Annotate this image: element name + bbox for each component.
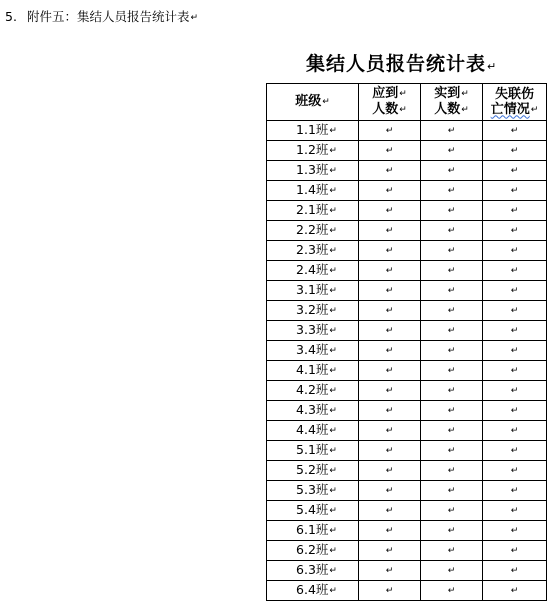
- table-title: [306, 49, 496, 76]
- missing-casualty-cell[interactable]: [483, 441, 547, 461]
- paragraph-mark-icon: ↵: [447, 346, 456, 356]
- paragraph-mark-icon: ↵: [447, 126, 456, 136]
- paragraph-mark-icon: ↵: [329, 326, 337, 336]
- class-label: 3.3班: [296, 322, 329, 337]
- paragraph-mark-icon: ↵: [329, 146, 337, 156]
- missing-casualty-cell[interactable]: [483, 421, 547, 441]
- paragraph-mark-icon: ↵: [385, 306, 394, 316]
- paragraph-mark-icon: ↵: [510, 406, 519, 416]
- paragraph-mark-icon: ↵: [385, 186, 394, 196]
- actual-count-cell[interactable]: [421, 141, 483, 161]
- actual-count-cell[interactable]: [421, 461, 483, 481]
- expected-count-cell[interactable]: [359, 241, 421, 261]
- appendix-title: 附件五：集结人员报告统计表: [26, 9, 190, 24]
- missing-casualty-cell[interactable]: [483, 221, 547, 241]
- paragraph-mark-icon: ↵: [447, 226, 456, 236]
- missing-casualty-cell[interactable]: [483, 341, 547, 361]
- missing-casualty-cell[interactable]: [483, 581, 547, 601]
- expected-count-cell[interactable]: [359, 161, 421, 181]
- paragraph-mark-icon: ↵: [385, 126, 394, 136]
- paragraph-mark-icon: ↵: [447, 546, 456, 556]
- missing-casualty-cell[interactable]: [483, 541, 547, 561]
- missing-casualty-cell[interactable]: [483, 261, 547, 281]
- actual-count-cell[interactable]: [421, 161, 483, 181]
- paragraph-mark-icon: ↵: [510, 206, 519, 216]
- class-cell: [267, 321, 359, 341]
- actual-count-cell[interactable]: [421, 381, 483, 401]
- header-actual-count: 实到↵ 人数↵: [421, 84, 483, 121]
- table-row: [267, 581, 547, 601]
- class-cell: [267, 341, 359, 361]
- paragraph-mark-icon: ↵: [329, 226, 337, 236]
- class-cell: [267, 121, 359, 141]
- missing-casualty-cell[interactable]: [483, 461, 547, 481]
- paragraph-mark-icon: ↵: [510, 366, 519, 376]
- expected-count-cell[interactable]: [359, 301, 421, 321]
- expected-count-cell[interactable]: [359, 121, 421, 141]
- class-cell: [267, 301, 359, 321]
- class-label: 4.4班: [296, 422, 329, 437]
- class-cell: [267, 181, 359, 201]
- actual-count-cell[interactable]: [421, 181, 483, 201]
- missing-casualty-cell[interactable]: [483, 481, 547, 501]
- paragraph-mark-icon: ↵: [329, 346, 337, 356]
- paragraph-mark-icon: ↵: [385, 246, 394, 256]
- table-row: [267, 321, 547, 341]
- paragraph-mark-icon: ↵: [447, 206, 456, 216]
- paragraph-mark-icon: ↵: [385, 266, 394, 276]
- table-row: [267, 361, 547, 381]
- table-row: [267, 481, 547, 501]
- paragraph-mark-icon: ↵: [329, 306, 337, 316]
- paragraph-mark-icon: ↵: [329, 466, 337, 476]
- paragraph-mark-icon: ↵: [385, 406, 394, 416]
- class-cell: [267, 581, 359, 601]
- table-title-text: 集结人员报告统计表: [306, 53, 487, 75]
- actual-count-cell[interactable]: [421, 581, 483, 601]
- class-cell: [267, 401, 359, 421]
- assembly-report-table: [266, 83, 547, 601]
- class-label: 2.3班: [296, 242, 329, 257]
- actual-count-cell[interactable]: [421, 361, 483, 381]
- actual-count-cell[interactable]: [421, 261, 483, 281]
- paragraph-mark-icon: ↵: [329, 406, 337, 416]
- missing-casualty-cell[interactable]: [483, 201, 547, 221]
- class-label: 5.4班: [296, 502, 329, 517]
- class-label: 6.3班: [296, 562, 329, 577]
- actual-count-cell[interactable]: [421, 421, 483, 441]
- paragraph-mark-icon: ↵: [329, 586, 337, 596]
- expected-count-cell[interactable]: [359, 441, 421, 461]
- table-row: [267, 501, 547, 521]
- paragraph-mark-icon: ↵: [461, 105, 469, 115]
- class-cell: [267, 561, 359, 581]
- paragraph-mark-icon: ↵: [447, 526, 456, 536]
- expected-count-cell[interactable]: [359, 321, 421, 341]
- class-cell: [267, 141, 359, 161]
- paragraph-mark-icon: ↵: [510, 526, 519, 536]
- paragraph-mark-icon: ↵: [385, 206, 394, 216]
- paragraph-mark-icon: ↵: [385, 526, 394, 536]
- table-row: [267, 441, 547, 461]
- header-missing-casualty: 失联伤 亡情况↵: [483, 84, 547, 121]
- paragraph-mark-icon: ↵: [510, 446, 519, 456]
- paragraph-mark-icon: ↵: [447, 586, 456, 596]
- paragraph-mark-icon: ↵: [447, 466, 456, 476]
- actual-count-cell[interactable]: [421, 121, 483, 141]
- missing-casualty-cell[interactable]: [483, 321, 547, 341]
- class-cell: [267, 361, 359, 381]
- class-label: 6.1班: [296, 522, 329, 537]
- expected-count-cell[interactable]: [359, 221, 421, 241]
- paragraph-mark-icon: ↵: [510, 246, 519, 256]
- missing-casualty-cell[interactable]: [483, 401, 547, 421]
- paragraph-mark-icon: ↵: [447, 166, 456, 176]
- class-cell: [267, 281, 359, 301]
- table-row: [267, 121, 547, 141]
- paragraph-mark-icon: ↵: [447, 186, 456, 196]
- paragraph-mark-icon: ↵: [447, 266, 456, 276]
- class-cell: [267, 161, 359, 181]
- table-row: [267, 341, 547, 361]
- class-cell: [267, 441, 359, 461]
- class-label: 4.3班: [296, 402, 329, 417]
- paragraph-mark-icon: ↵: [329, 546, 337, 556]
- class-label: 2.1班: [296, 202, 329, 217]
- appendix-number: 5.: [5, 9, 17, 24]
- class-cell: [267, 241, 359, 261]
- class-label: 1.1班: [296, 122, 329, 137]
- paragraph-mark-icon: ↵: [447, 486, 456, 496]
- paragraph-mark-icon: ↵: [385, 366, 394, 376]
- class-cell: [267, 501, 359, 521]
- expected-count-cell[interactable]: [359, 401, 421, 421]
- class-cell: [267, 461, 359, 481]
- expected-count-cell[interactable]: [359, 461, 421, 481]
- class-label: 1.4班: [296, 182, 329, 197]
- paragraph-mark-icon: ↵: [510, 546, 519, 556]
- paragraph-mark-icon: ↵: [447, 406, 456, 416]
- missing-casualty-cell[interactable]: [483, 161, 547, 181]
- expected-count-cell[interactable]: [359, 361, 421, 381]
- table-row: [267, 201, 547, 221]
- class-label: 1.2班: [296, 142, 329, 157]
- table-row: [267, 561, 547, 581]
- table-row: [267, 401, 547, 421]
- table-row: [267, 521, 547, 541]
- expected-count-cell[interactable]: [359, 261, 421, 281]
- class-label: 6.2班: [296, 542, 329, 557]
- table-header-row: [267, 84, 547, 121]
- table-row: [267, 261, 547, 281]
- actual-count-cell[interactable]: [421, 481, 483, 501]
- paragraph-mark-icon: ↵: [385, 226, 394, 236]
- class-label: 5.1班: [296, 442, 329, 457]
- class-label: 3.4班: [296, 342, 329, 357]
- paragraph-mark-icon: ↵: [385, 566, 394, 576]
- table-row: [267, 301, 547, 321]
- paragraph-mark-icon: ↵: [385, 486, 394, 496]
- paragraph-mark-icon: ↵: [329, 126, 337, 136]
- paragraph-mark-icon: ↵: [487, 60, 497, 73]
- paragraph-mark-icon: ↵: [447, 286, 456, 296]
- missing-casualty-cell[interactable]: [483, 181, 547, 201]
- expected-count-cell[interactable]: [359, 541, 421, 561]
- table-row: [267, 421, 547, 441]
- paragraph-mark-icon: ↵: [510, 506, 519, 516]
- paragraph-mark-icon: ↵: [329, 286, 337, 296]
- expected-count-cell[interactable]: [359, 181, 421, 201]
- paragraph-mark-icon: ↵: [447, 426, 456, 436]
- paragraph-mark-icon: ↵: [329, 526, 337, 536]
- expected-count-cell[interactable]: [359, 521, 421, 541]
- paragraph-mark-icon: ↵: [385, 446, 394, 456]
- expected-count-cell[interactable]: [359, 141, 421, 161]
- actual-count-cell[interactable]: [421, 521, 483, 541]
- table-row: [267, 141, 547, 161]
- paragraph-mark-icon: ↵: [329, 386, 337, 396]
- paragraph-mark-icon: ↵: [510, 486, 519, 496]
- paragraph-mark-icon: ↵: [329, 266, 337, 276]
- table-row: [267, 221, 547, 241]
- paragraph-mark-icon: ↵: [329, 186, 337, 196]
- paragraph-mark-icon: ↵: [447, 366, 456, 376]
- missing-casualty-cell[interactable]: [483, 561, 547, 581]
- paragraph-mark-icon: ↵: [329, 166, 337, 176]
- class-label: 2.2班: [296, 222, 329, 237]
- paragraph-mark-icon: ↵: [510, 326, 519, 336]
- class-label: 1.3班: [296, 162, 329, 177]
- paragraph-mark-icon: ↵: [510, 146, 519, 156]
- missing-casualty-cell[interactable]: [483, 141, 547, 161]
- actual-count-cell[interactable]: [421, 241, 483, 261]
- paragraph-mark-icon: ↵: [385, 146, 394, 156]
- table-body: [267, 121, 547, 601]
- class-cell: [267, 541, 359, 561]
- class-label: 2.4班: [296, 262, 329, 277]
- missing-casualty-cell[interactable]: [483, 301, 547, 321]
- actual-count-cell[interactable]: [421, 281, 483, 301]
- paragraph-mark-icon: ↵: [510, 306, 519, 316]
- expected-count-cell[interactable]: [359, 561, 421, 581]
- actual-count-cell[interactable]: [421, 441, 483, 461]
- expected-count-cell[interactable]: [359, 581, 421, 601]
- paragraph-mark-icon: ↵: [399, 105, 407, 115]
- paragraph-mark-icon: ↵: [447, 566, 456, 576]
- paragraph-mark-icon: ↵: [329, 566, 337, 576]
- paragraph-mark-icon: ↵: [510, 466, 519, 476]
- class-cell: [267, 381, 359, 401]
- expected-count-cell[interactable]: [359, 281, 421, 301]
- paragraph-mark-icon: ↵: [510, 566, 519, 576]
- appendix-heading: [5, 7, 198, 25]
- paragraph-mark-icon: ↵: [510, 126, 519, 136]
- paragraph-mark-icon: ↵: [510, 266, 519, 276]
- paragraph-mark-icon: ↵: [510, 286, 519, 296]
- paragraph-mark-icon: ↵: [447, 326, 456, 336]
- missing-casualty-cell[interactable]: [483, 501, 547, 521]
- expected-count-cell[interactable]: [359, 481, 421, 501]
- actual-count-cell[interactable]: [421, 221, 483, 241]
- paragraph-mark-icon: ↵: [510, 166, 519, 176]
- paragraph-mark-icon: ↵: [510, 226, 519, 236]
- paragraph-mark-icon: ↵: [447, 306, 456, 316]
- class-label: 3.1班: [296, 282, 329, 297]
- table-row: [267, 461, 547, 481]
- class-label: 5.3班: [296, 482, 329, 497]
- actual-count-cell[interactable]: [421, 201, 483, 221]
- class-cell: [267, 481, 359, 501]
- paragraph-mark-icon: ↵: [447, 446, 456, 456]
- paragraph-mark-icon: ↵: [399, 89, 407, 99]
- actual-count-cell[interactable]: [421, 541, 483, 561]
- class-cell: [267, 221, 359, 241]
- paragraph-mark-icon: ↵: [329, 426, 337, 436]
- class-cell: [267, 261, 359, 281]
- paragraph-mark-icon: ↵: [329, 206, 337, 216]
- expected-count-cell[interactable]: [359, 341, 421, 361]
- paragraph-mark-icon: ↵: [385, 286, 394, 296]
- paragraph-mark-icon: ↵: [385, 346, 394, 356]
- paragraph-mark-icon: ↵: [385, 506, 394, 516]
- actual-count-cell[interactable]: [421, 321, 483, 341]
- table-row: [267, 181, 547, 201]
- paragraph-mark-icon: ↵: [385, 466, 394, 476]
- paragraph-mark-icon: ↵: [510, 346, 519, 356]
- class-label: 4.2班: [296, 382, 329, 397]
- paragraph-mark-icon: ↵: [447, 246, 456, 256]
- paragraph-mark-icon: ↵: [530, 104, 539, 115]
- paragraph-mark-icon: ↵: [447, 506, 456, 516]
- actual-count-cell[interactable]: [421, 561, 483, 581]
- class-label: 3.2班: [296, 302, 329, 317]
- table-row: [267, 281, 547, 301]
- paragraph-mark-icon: ↵: [329, 366, 337, 376]
- class-cell: [267, 521, 359, 541]
- paragraph-mark-icon: ↵: [385, 386, 394, 396]
- actual-count-cell[interactable]: [421, 401, 483, 421]
- paragraph-mark-icon: ↵: [190, 13, 198, 23]
- paragraph-mark-icon: ↵: [385, 546, 394, 556]
- class-label: 5.2班: [296, 462, 329, 477]
- header-expected-count: 应到↵ 人数↵: [359, 84, 421, 121]
- missing-casualty-cell[interactable]: [483, 521, 547, 541]
- paragraph-mark-icon: ↵: [447, 146, 456, 156]
- paragraph-mark-icon: ↵: [329, 246, 337, 256]
- class-label: 4.1班: [296, 362, 329, 377]
- expected-count-cell[interactable]: [359, 201, 421, 221]
- paragraph-mark-icon: ↵: [329, 506, 337, 516]
- paragraph-mark-icon: ↵: [329, 486, 337, 496]
- missing-casualty-cell[interactable]: [483, 361, 547, 381]
- paragraph-mark-icon: ↵: [461, 89, 469, 99]
- table-row: [267, 161, 547, 181]
- header-class: 班级↵: [267, 84, 359, 121]
- actual-count-cell[interactable]: [421, 501, 483, 521]
- missing-casualty-cell[interactable]: [483, 121, 547, 141]
- paragraph-mark-icon: ↵: [510, 426, 519, 436]
- paragraph-mark-icon: ↵: [510, 586, 519, 596]
- paragraph-mark-icon: ↵: [385, 166, 394, 176]
- table-row: [267, 381, 547, 401]
- paragraph-mark-icon: ↵: [510, 186, 519, 196]
- expected-count-cell[interactable]: [359, 421, 421, 441]
- paragraph-mark-icon: ↵: [322, 97, 330, 107]
- missing-casualty-cell[interactable]: [483, 281, 547, 301]
- paragraph-mark-icon: ↵: [329, 446, 337, 456]
- table-row: [267, 241, 547, 261]
- class-label: 6.4班: [296, 582, 329, 597]
- paragraph-mark-icon: ↵: [447, 386, 456, 396]
- actual-count-cell[interactable]: [421, 341, 483, 361]
- paragraph-mark-icon: ↵: [385, 586, 394, 596]
- expected-count-cell[interactable]: [359, 501, 421, 521]
- class-cell: [267, 201, 359, 221]
- missing-casualty-cell[interactable]: [483, 381, 547, 401]
- expected-count-cell[interactable]: [359, 381, 421, 401]
- paragraph-mark-icon: ↵: [510, 386, 519, 396]
- table-row: [267, 541, 547, 561]
- paragraph-mark-icon: ↵: [385, 426, 394, 436]
- actual-count-cell[interactable]: [421, 301, 483, 321]
- class-cell: [267, 421, 359, 441]
- missing-casualty-cell[interactable]: [483, 241, 547, 261]
- paragraph-mark-icon: ↵: [385, 326, 394, 336]
